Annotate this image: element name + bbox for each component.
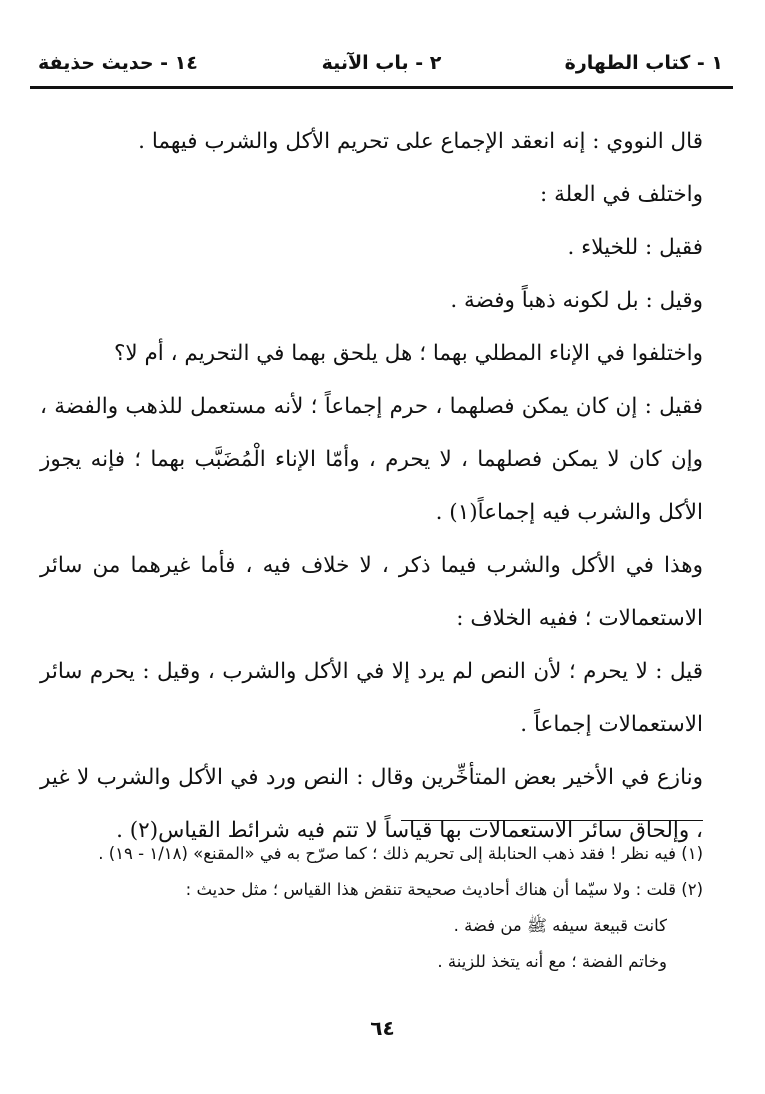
book-title: ١ - كتاب الطهارة bbox=[564, 52, 723, 74]
paragraph: قيل : لا يحرم ؛ لأن النص لم يرد إلا في الأكل والشرب ، وقيل : يحرم سائر الاستعمالات إجماعاً . bbox=[40, 659, 703, 737]
footnotes bbox=[40, 836, 703, 980]
paragraph: فقيل : إن كان يمكن فصلهما ، حرم إجماعاً ؛ لأنه مستعمل للذهب والفضة ، وإن كان لا يمكن فصلهما ، لا يحرم ، وأمّا الإناء الْمُضَبَّب بهما ؛ فإنه يجوز الأكل والشرب فيه إجماعاً(١) . bbox=[40, 394, 703, 525]
page-number: ٦٤ bbox=[370, 1016, 395, 1040]
header-rule bbox=[30, 86, 733, 89]
footnote-2: (٢) قلت : ولا سيّما أن هناك أحاديث صحيحة تنقض هذا القياس ؛ مثل حديث : bbox=[185, 880, 703, 899]
running-head bbox=[30, 48, 733, 82]
footnote-1: (١) فيه نظر ! فقد ذهب الحنابلة إلى تحريم ذلك ؛ كما صرّح به في «المقنع» (١/١٨ - ١٩) . bbox=[98, 844, 703, 863]
paragraph: واختلفوا في الإناء المطلي بهما ؛ هل يلحق بهما في التحريم ، أم لا؟ bbox=[113, 341, 703, 366]
paragraph: فقيل : للخيلاء . bbox=[567, 235, 703, 260]
paragraph: واختلف في العلة : bbox=[540, 182, 703, 207]
chapter-title: ٢ - باب الآنية bbox=[321, 52, 442, 74]
paragraph: وهذا في الأكل والشرب فيما ذكر ، لا خلاف فيه ، فأما غيرهما من سائر الاستعمالات ؛ ففيه الخلاف : bbox=[40, 553, 703, 631]
paragraph: ونازع في الأخير بعض المتأخِّرين وقال : النص ورد في الأكل والشرب لا غير ، وإلحاق سائر الاستعمالات بها قياساً لا تتم فيه شرائط القياس(٢) . bbox=[40, 765, 703, 843]
footnote-2-line: كانت قبيعة سيفه ﷺ من فضة . bbox=[453, 916, 667, 935]
footnote-2-line: وخاتم الفضة ؛ مع أنه يتخذ للزينة . bbox=[437, 952, 667, 971]
paragraph: قال النووي : إنه انعقد الإجماع على تحريم الأكل والشرب فيهما . bbox=[138, 129, 703, 154]
main-text bbox=[40, 115, 703, 857]
paragraph: وقيل : بل لكونه ذهباً وفضة . bbox=[450, 288, 703, 313]
footnote-rule bbox=[401, 820, 703, 821]
hadith-title: ١٤ - حديث حذيفة bbox=[38, 52, 198, 74]
